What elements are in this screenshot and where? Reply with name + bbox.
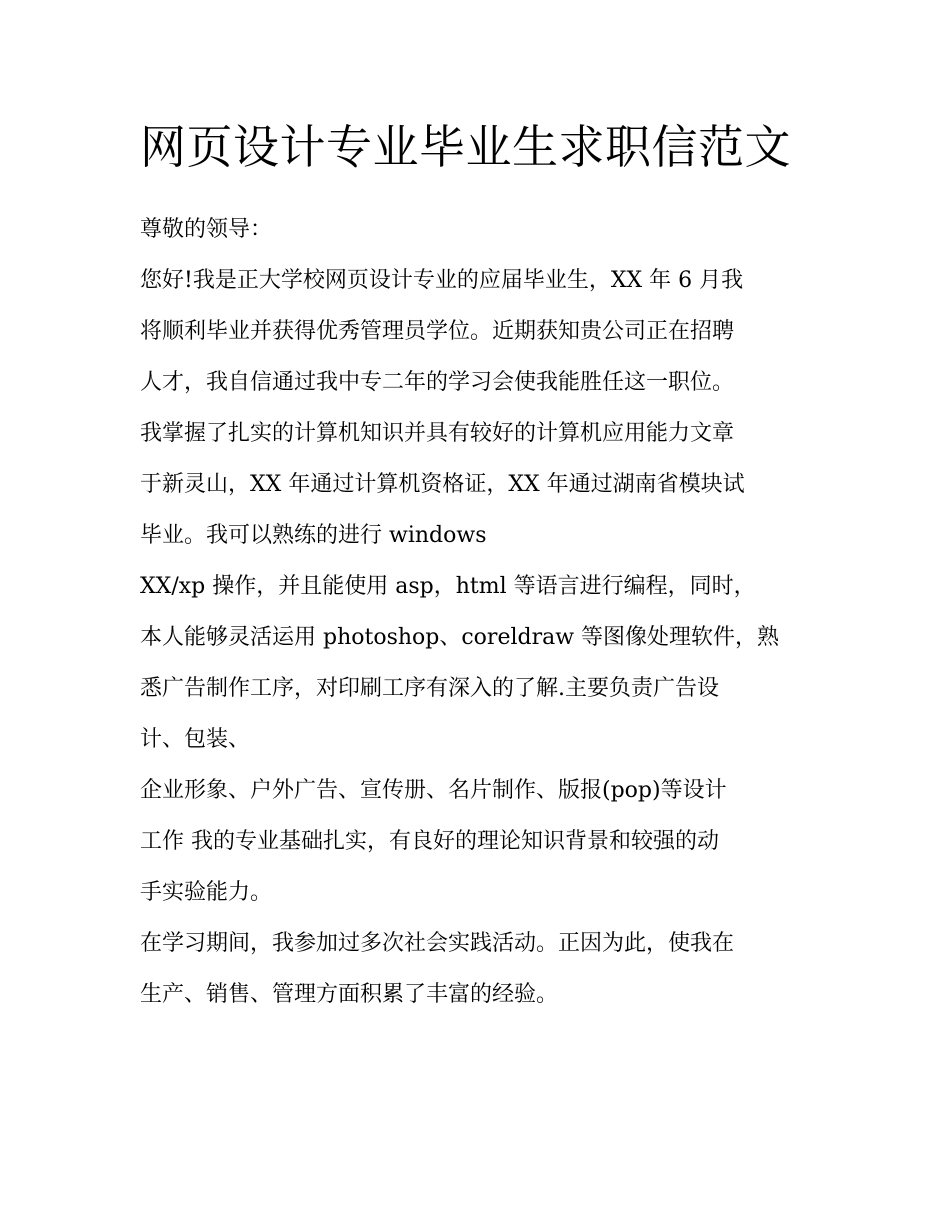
body-line: 计、包装、	[140, 727, 251, 752]
body-line: 工作 我的专业基础扎实，有良好的理论知识背景和较强的动	[140, 829, 719, 854]
body-line: 将顺利毕业并获得优秀管理员学位。近期获知贵公司正在招聘	[140, 319, 735, 344]
body-line: 毕业。我可以熟练的进行 windows	[140, 523, 487, 548]
body-line: 本人能够灵活运用 photoshop、coreldraw 等图像处理软件，熟	[140, 625, 780, 650]
body-line: 人才，我自信通过我中专二年的学习会使我能胜任这一职位。	[140, 370, 735, 395]
body-line: 于新灵山，XX 年通过计算机资格证，XX 年通过湖南省模块试	[140, 472, 745, 497]
document-content	[140, 108, 816, 1020]
body-line: 您好!我是正大学校网页设计专业的应届毕业生，XX 年 6 月我	[140, 268, 744, 293]
salutation-line: 尊敬的领导：	[140, 217, 273, 242]
body-line: 生产、销售、管理方面积累了丰富的经验。	[140, 982, 559, 1007]
body-line: 悉广告制作工序，对印刷工序有深入的了解.主要负责广告设	[140, 676, 719, 701]
document-title: 网页设计专业毕业生求职信范文	[140, 120, 791, 174]
body-line: 我掌握了扎实的计算机知识并具有较好的计算机应用能力文章	[140, 421, 735, 446]
body-line: 企业形象、户外广告、宣传册、名片制作、版报(pop)等设计	[140, 778, 727, 803]
body-line: 在学习期间，我参加过多次社会实践活动。正因为此，使我在	[140, 931, 735, 956]
body-line: 手实验能力。	[140, 880, 273, 905]
document-body	[140, 204, 816, 1020]
body-line: XX/xp 操作，并且能使用 asp，html 等语言进行编程，同时，	[140, 574, 756, 599]
